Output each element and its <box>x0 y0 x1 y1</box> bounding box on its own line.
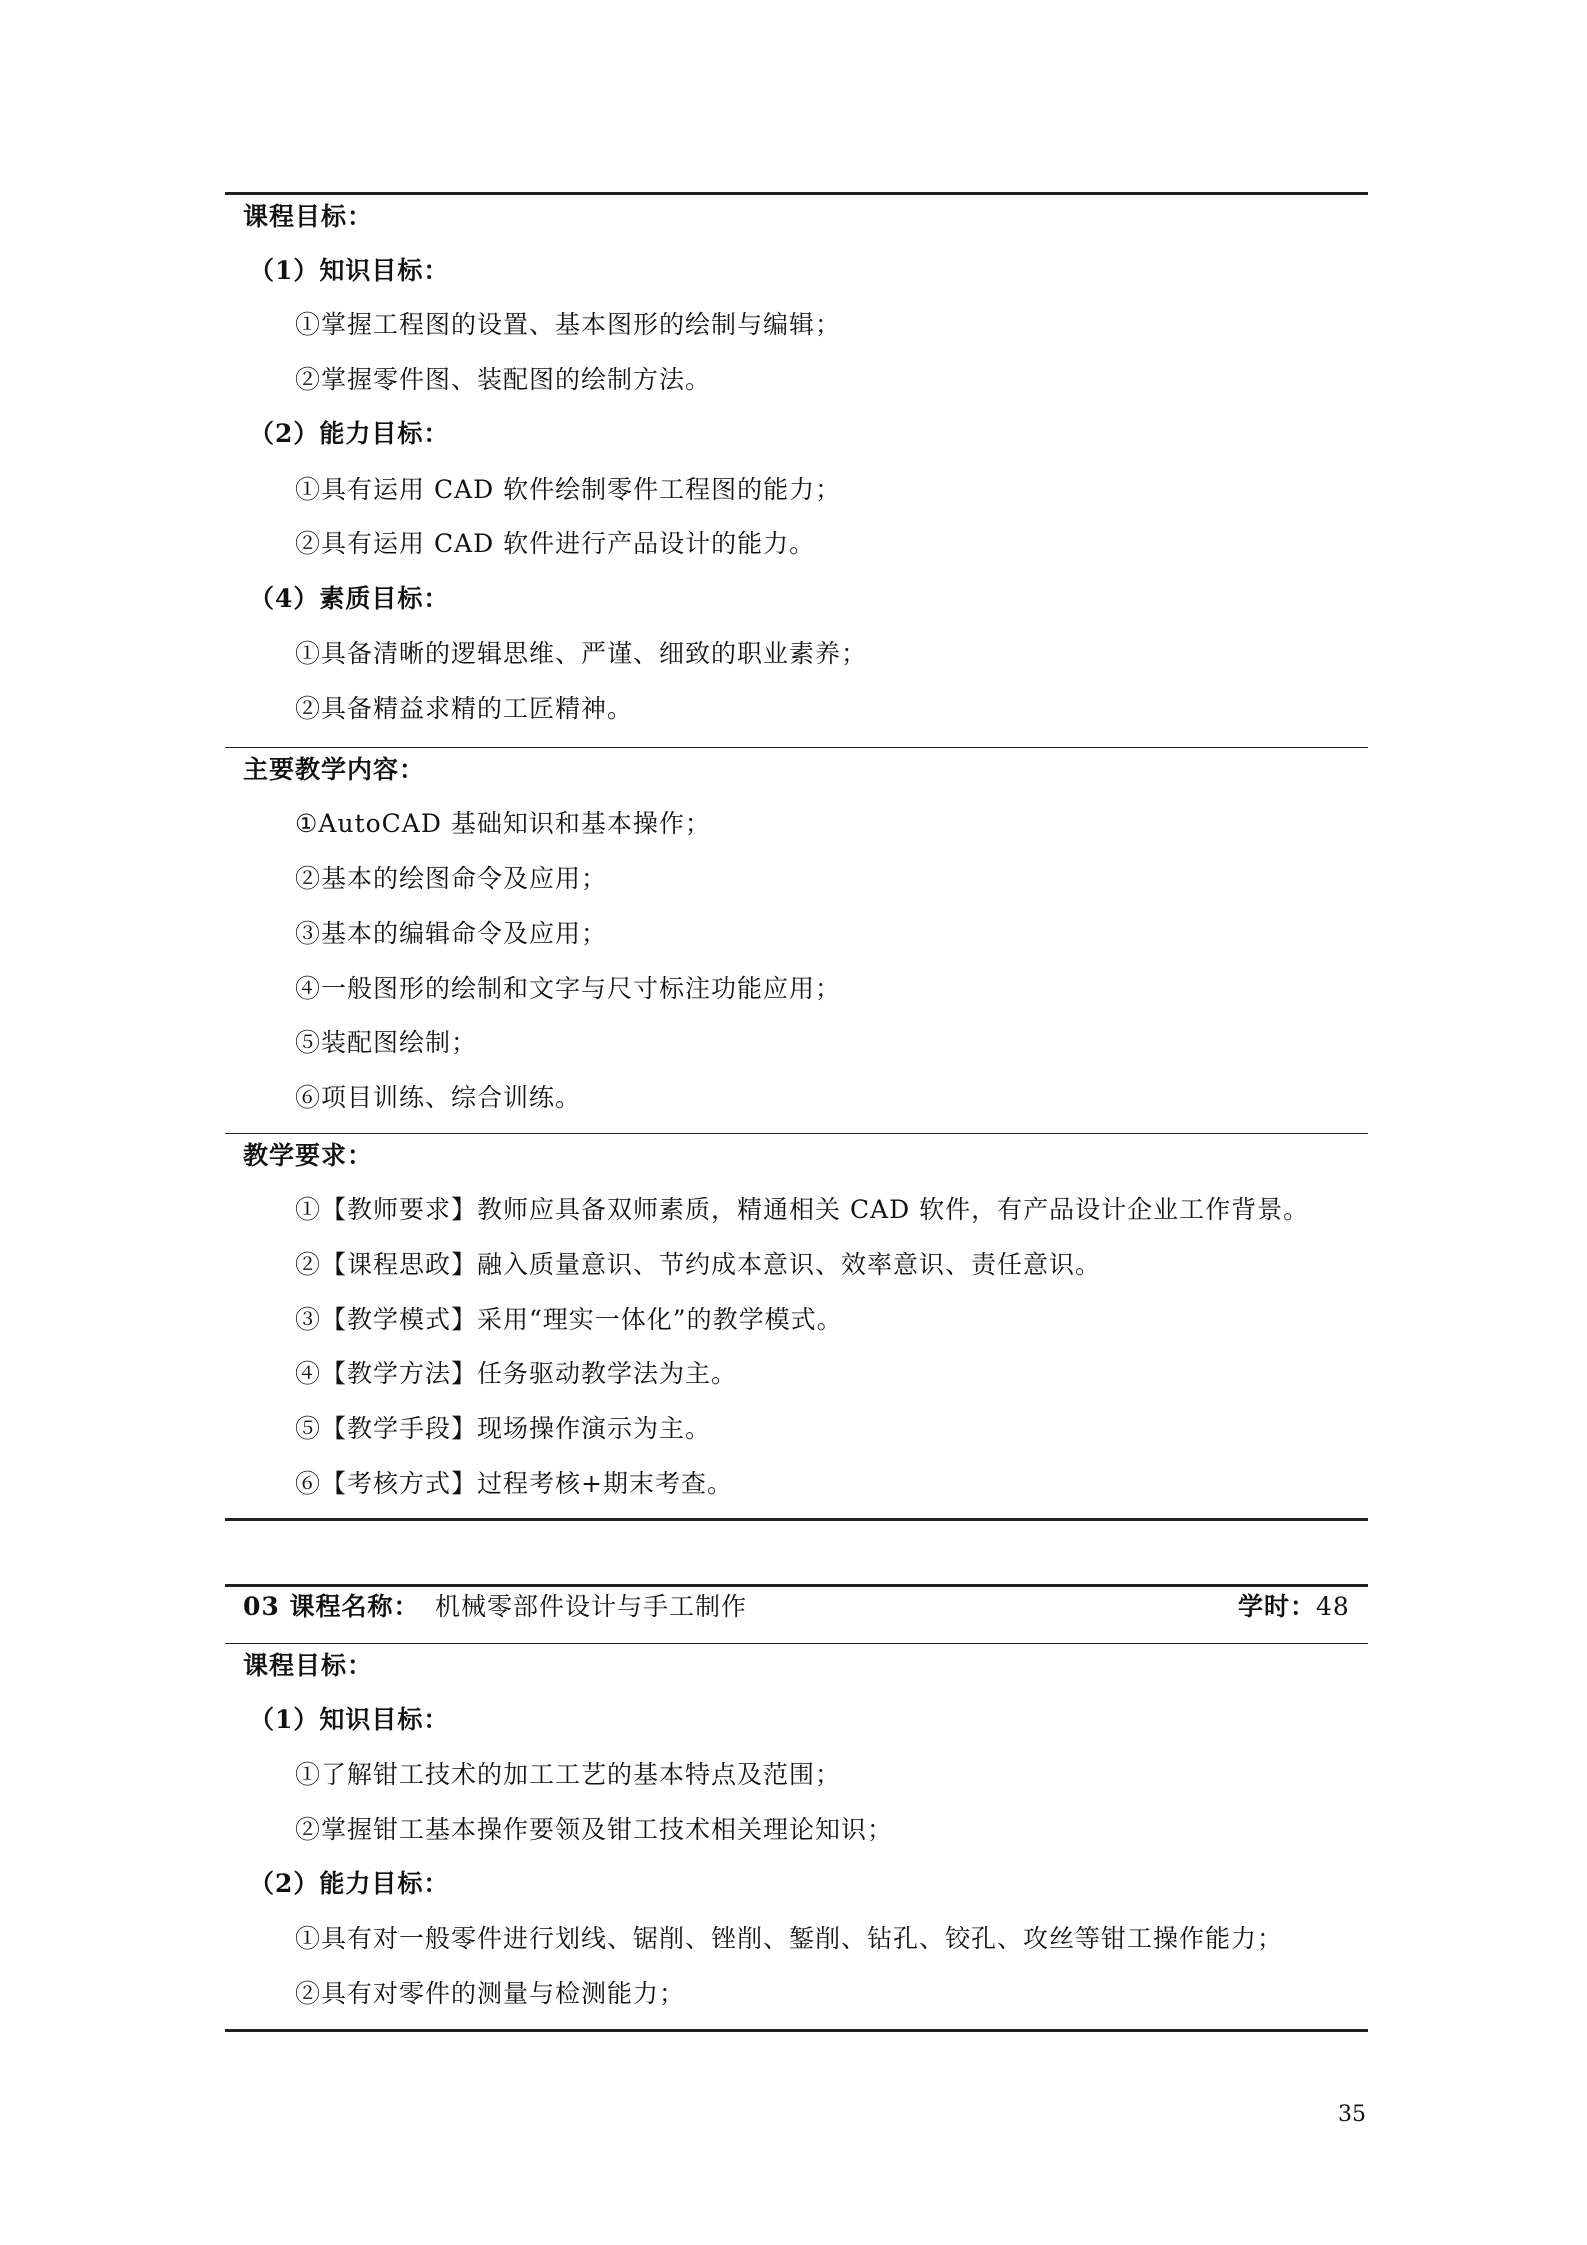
ability-goal-item: ①具有对一般零件进行划线、锯削、锉削、錾削、钻孔、铰孔、攻丝等钳工操作能力； <box>295 1924 1284 1953</box>
knowledge-goals-heading: （1）知识目标： <box>249 256 450 285</box>
course-goals-heading: 课程目标： <box>243 202 374 231</box>
teaching-requirement-item: ⑥【考核方式】过程考核+期末考查。 <box>295 1469 733 1498</box>
table-top-rule <box>225 192 1368 195</box>
teaching-requirement-item: ④【教学方法】任务驱动教学法为主。 <box>295 1359 738 1388</box>
teaching-requirement-item: ⑤【教学手段】现场操作演示为主。 <box>295 1414 712 1443</box>
hours-value: 48 <box>1316 1592 1350 1621</box>
knowledge-goals-heading: （1）知识目标： <box>249 1705 450 1734</box>
knowledge-goal-item: ①掌握工程图的设置、基本图形的绘制与编辑； <box>295 310 842 339</box>
knowledge-goal-item: ②掌握钳工基本操作要领及钳工技术相关理论知识； <box>295 1815 894 1844</box>
teaching-content-item: ③基本的编辑命令及应用； <box>295 919 608 948</box>
section-divider <box>225 747 1368 748</box>
table-bottom-rule <box>225 1518 1368 1521</box>
knowledge-goal-item: ②掌握零件图、装配图的绘制方法。 <box>295 365 712 394</box>
ability-goal-item: ②具有运用 CAD 软件进行产品设计的能力。 <box>295 529 816 558</box>
section-divider <box>225 1133 1368 1134</box>
teaching-content-item: ⑥项目训练、综合训练。 <box>295 1083 582 1112</box>
course-number-label: 03 课程名称： <box>243 1592 420 1621</box>
ability-goals-heading: （2）能力目标： <box>249 1869 450 1898</box>
knowledge-goal-item: ①了解钳工技术的加工工艺的基本特点及范围； <box>295 1760 842 1789</box>
quality-goal-item: ①具备清晰的逻辑思维、严谨、细致的职业素养； <box>295 639 868 668</box>
teaching-content-item: ④一般图形的绘制和文字与尺寸标注功能应用； <box>295 974 842 1003</box>
quality-goal-item: ②具备精益求精的工匠精神。 <box>295 694 634 723</box>
section-divider <box>225 1643 1368 1644</box>
hours-label: 学时： <box>1238 1592 1317 1621</box>
table-bottom-rule <box>225 2029 1368 2032</box>
teaching-requirement-item: ③【教学模式】采用“理实一体化”的教学模式。 <box>295 1305 843 1334</box>
quality-goals-heading: （4）素质目标： <box>249 584 450 613</box>
teaching-content-heading: 主要教学内容： <box>243 755 426 784</box>
teaching-requirements-heading: 教学要求： <box>243 1141 374 1170</box>
teaching-content-item: ②基本的绘图命令及应用； <box>295 864 608 893</box>
teaching-content-item: ①AutoCAD 基础知识和基本操作； <box>295 809 711 838</box>
course-hours <box>1238 1590 1350 1624</box>
page-number: 35 <box>1338 2102 1366 2127</box>
teaching-content-item: ⑤装配图绘制； <box>295 1028 478 1057</box>
teaching-requirement-item: ②【课程思政】融入质量意识、节约成本意识、效率意识、责任意识。 <box>295 1250 1102 1279</box>
table-top-rule <box>225 1584 1368 1587</box>
course-goals-heading: 课程目标： <box>243 1651 374 1680</box>
ability-goal-item: ①具有运用 CAD 软件绘制零件工程图的能力； <box>295 475 842 504</box>
ability-goal-item: ②具有对零件的测量与检测能力； <box>295 1979 686 2008</box>
course-name: 机械零部件设计与手工制作 <box>435 1592 748 1621</box>
ability-goals-heading: （2）能力目标： <box>249 419 450 448</box>
teaching-requirement-item: ①【教师要求】教师应具备双师素质，精通相关 CAD 软件，有产品设计企业工作背景。 <box>295 1195 1310 1224</box>
